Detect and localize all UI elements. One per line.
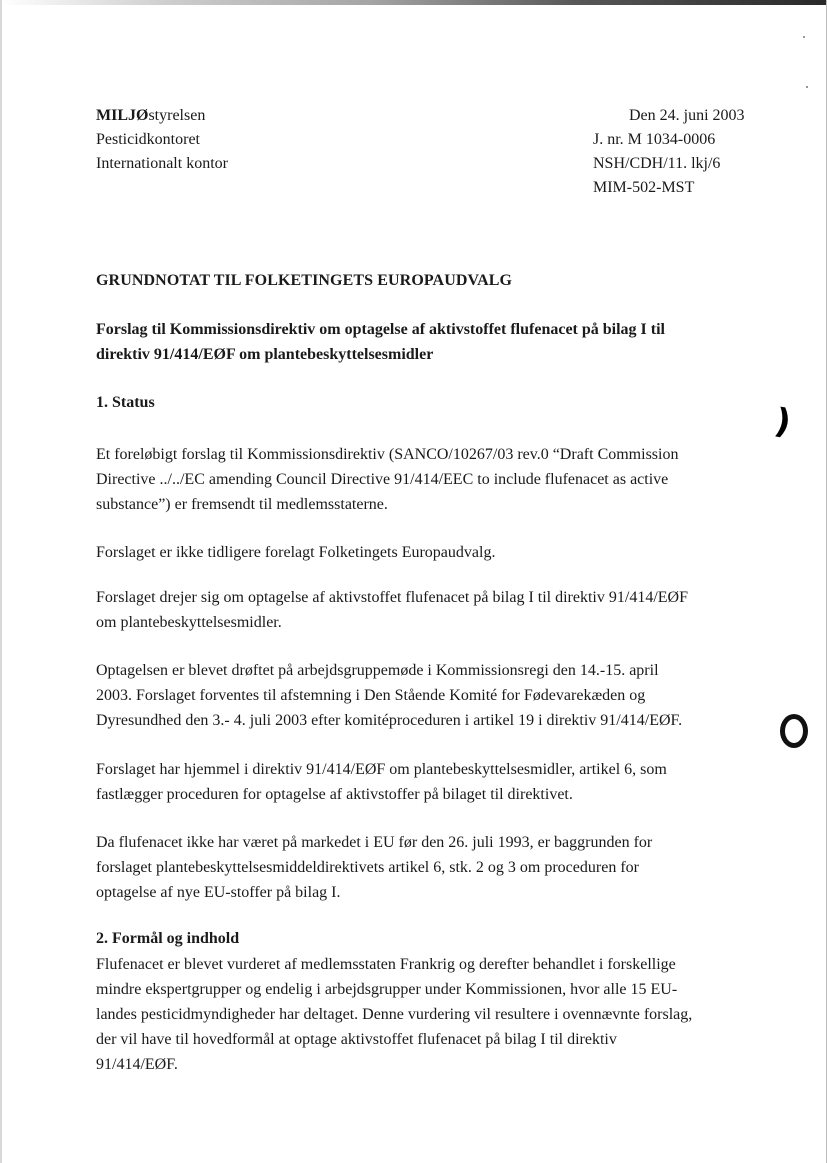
organization-name [96, 104, 228, 128]
paragraph-background [96, 830, 736, 905]
ministry-code: MIM-502-MST [593, 179, 695, 196]
paragraph-not-presented [96, 540, 736, 565]
paragraph-scope [96, 585, 736, 635]
journal-number: J. nr. M 1034-0006 [593, 131, 716, 148]
scan-speck [803, 36, 805, 38]
text-line: Optagelsen er blevet drøftet på arbejdsgruppemøde i Kommissionsregi den 14.-15. april [96, 662, 659, 679]
text-line: Dyresundhed den 3.- 4. juli 2003 efter komitéproceduren i artikel 19 i direktiv 91/414/EØF. [96, 712, 683, 729]
paragraph-purpose [96, 952, 736, 1077]
organization-name-rest: styrelsen [148, 107, 206, 124]
text-line: forslaget plantebeskyttelsesmiddeldirektivets artikel 6, stk. 2 og 3 om proceduren for [96, 859, 639, 876]
text-line: 91/414/EØF. [96, 1056, 178, 1073]
scan-left-edge [0, 0, 2, 1163]
binder-hole-ring [780, 714, 808, 748]
text-line: optagelse af nye EU-stoffer på bilag I. [96, 884, 341, 901]
text-line: Forslaget har hjemmel i direktiv 91/414/EØF om plantebeskyttelsesmidler, artikel 6, som [96, 761, 667, 778]
scan-top-edge [0, 0, 827, 5]
text-line: der vil have til hovedformål at optage aktivstoffet flufenacet på bilag I til direktiv [96, 1031, 617, 1048]
text-line: substance”) er fremsendt til medlemsstaterne. [96, 496, 388, 513]
department-name: Pesticidkontoret [96, 131, 200, 148]
sender-block [96, 104, 228, 176]
section-1-heading: 1. Status [96, 394, 155, 411]
paragraph-legal-basis [96, 757, 736, 807]
text-line: Et foreløbigt forslag til Kommissionsdirektiv (SANCO/10267/03 rev.0 “Draft Commission [96, 446, 679, 463]
scan-speck [806, 86, 808, 88]
section-2-heading: 2. Formål og indhold [96, 930, 240, 947]
text-line: Directive ../../EC amending Council Directive 91/414/EEC to include flufenacet as active [96, 471, 669, 488]
text-line: Flufenacet er blevet vurderet af medlemsstaten Frankrig og derefter behandlet i forskellige [96, 956, 676, 973]
paragraph-draft-proposal [96, 442, 736, 517]
text-line: Forslaget er ikke tidligere forelagt Folketingets Europaudvalg. [96, 544, 496, 561]
text-line: mindre ekspertgrupper og endelig i arbejdsgrupper under Kommissionen, hvor alle 15 EU- [96, 981, 678, 998]
document-title: GRUNDNOTAT TIL FOLKETINGETS EUROPAUDVALG [96, 272, 513, 289]
text-line: fastlægger proceduren for optagelse af aktivstoffer på bilaget til direktivet. [96, 786, 573, 803]
subject-line: Forslag til Kommissionsdirektiv om optagelse af aktivstoffet flufenacet på bilag I til [96, 321, 665, 338]
reference-code: NSH/CDH/11. lkj/6 [593, 155, 721, 172]
paragraph-timeline [96, 658, 736, 733]
office-name: Internationalt kontor [96, 155, 228, 172]
binder-hole-mark: ) [771, 400, 794, 444]
text-line: Da flufenacet ikke har været på markedet i EU før den 26. juli 1993, er baggrunden for [96, 834, 653, 851]
document-subject [96, 317, 736, 367]
text-line: 2003. Forslaget forventes til afstemning i Den Stående Komité for Fødevarekæden og [96, 687, 646, 704]
subject-line: direktiv 91/414/EØF om plantebeskyttelsesmidler [96, 346, 434, 363]
text-line: Forslaget drejer sig om optagelse af aktivstoffet flufenacet på bilag I til direktiv 91/414/EØF [96, 589, 688, 606]
organization-name-bold: MILJØ [96, 107, 149, 124]
text-line: om plantebeskyttelsesmidler. [96, 614, 282, 631]
text-line: landes pesticidmyndigheder har deltaget. Denne vurdering vil resultere i ovennævnte forslag, [96, 1006, 693, 1023]
document-date: Den 24. juni 2003 [629, 107, 745, 124]
reference-block [593, 104, 745, 200]
